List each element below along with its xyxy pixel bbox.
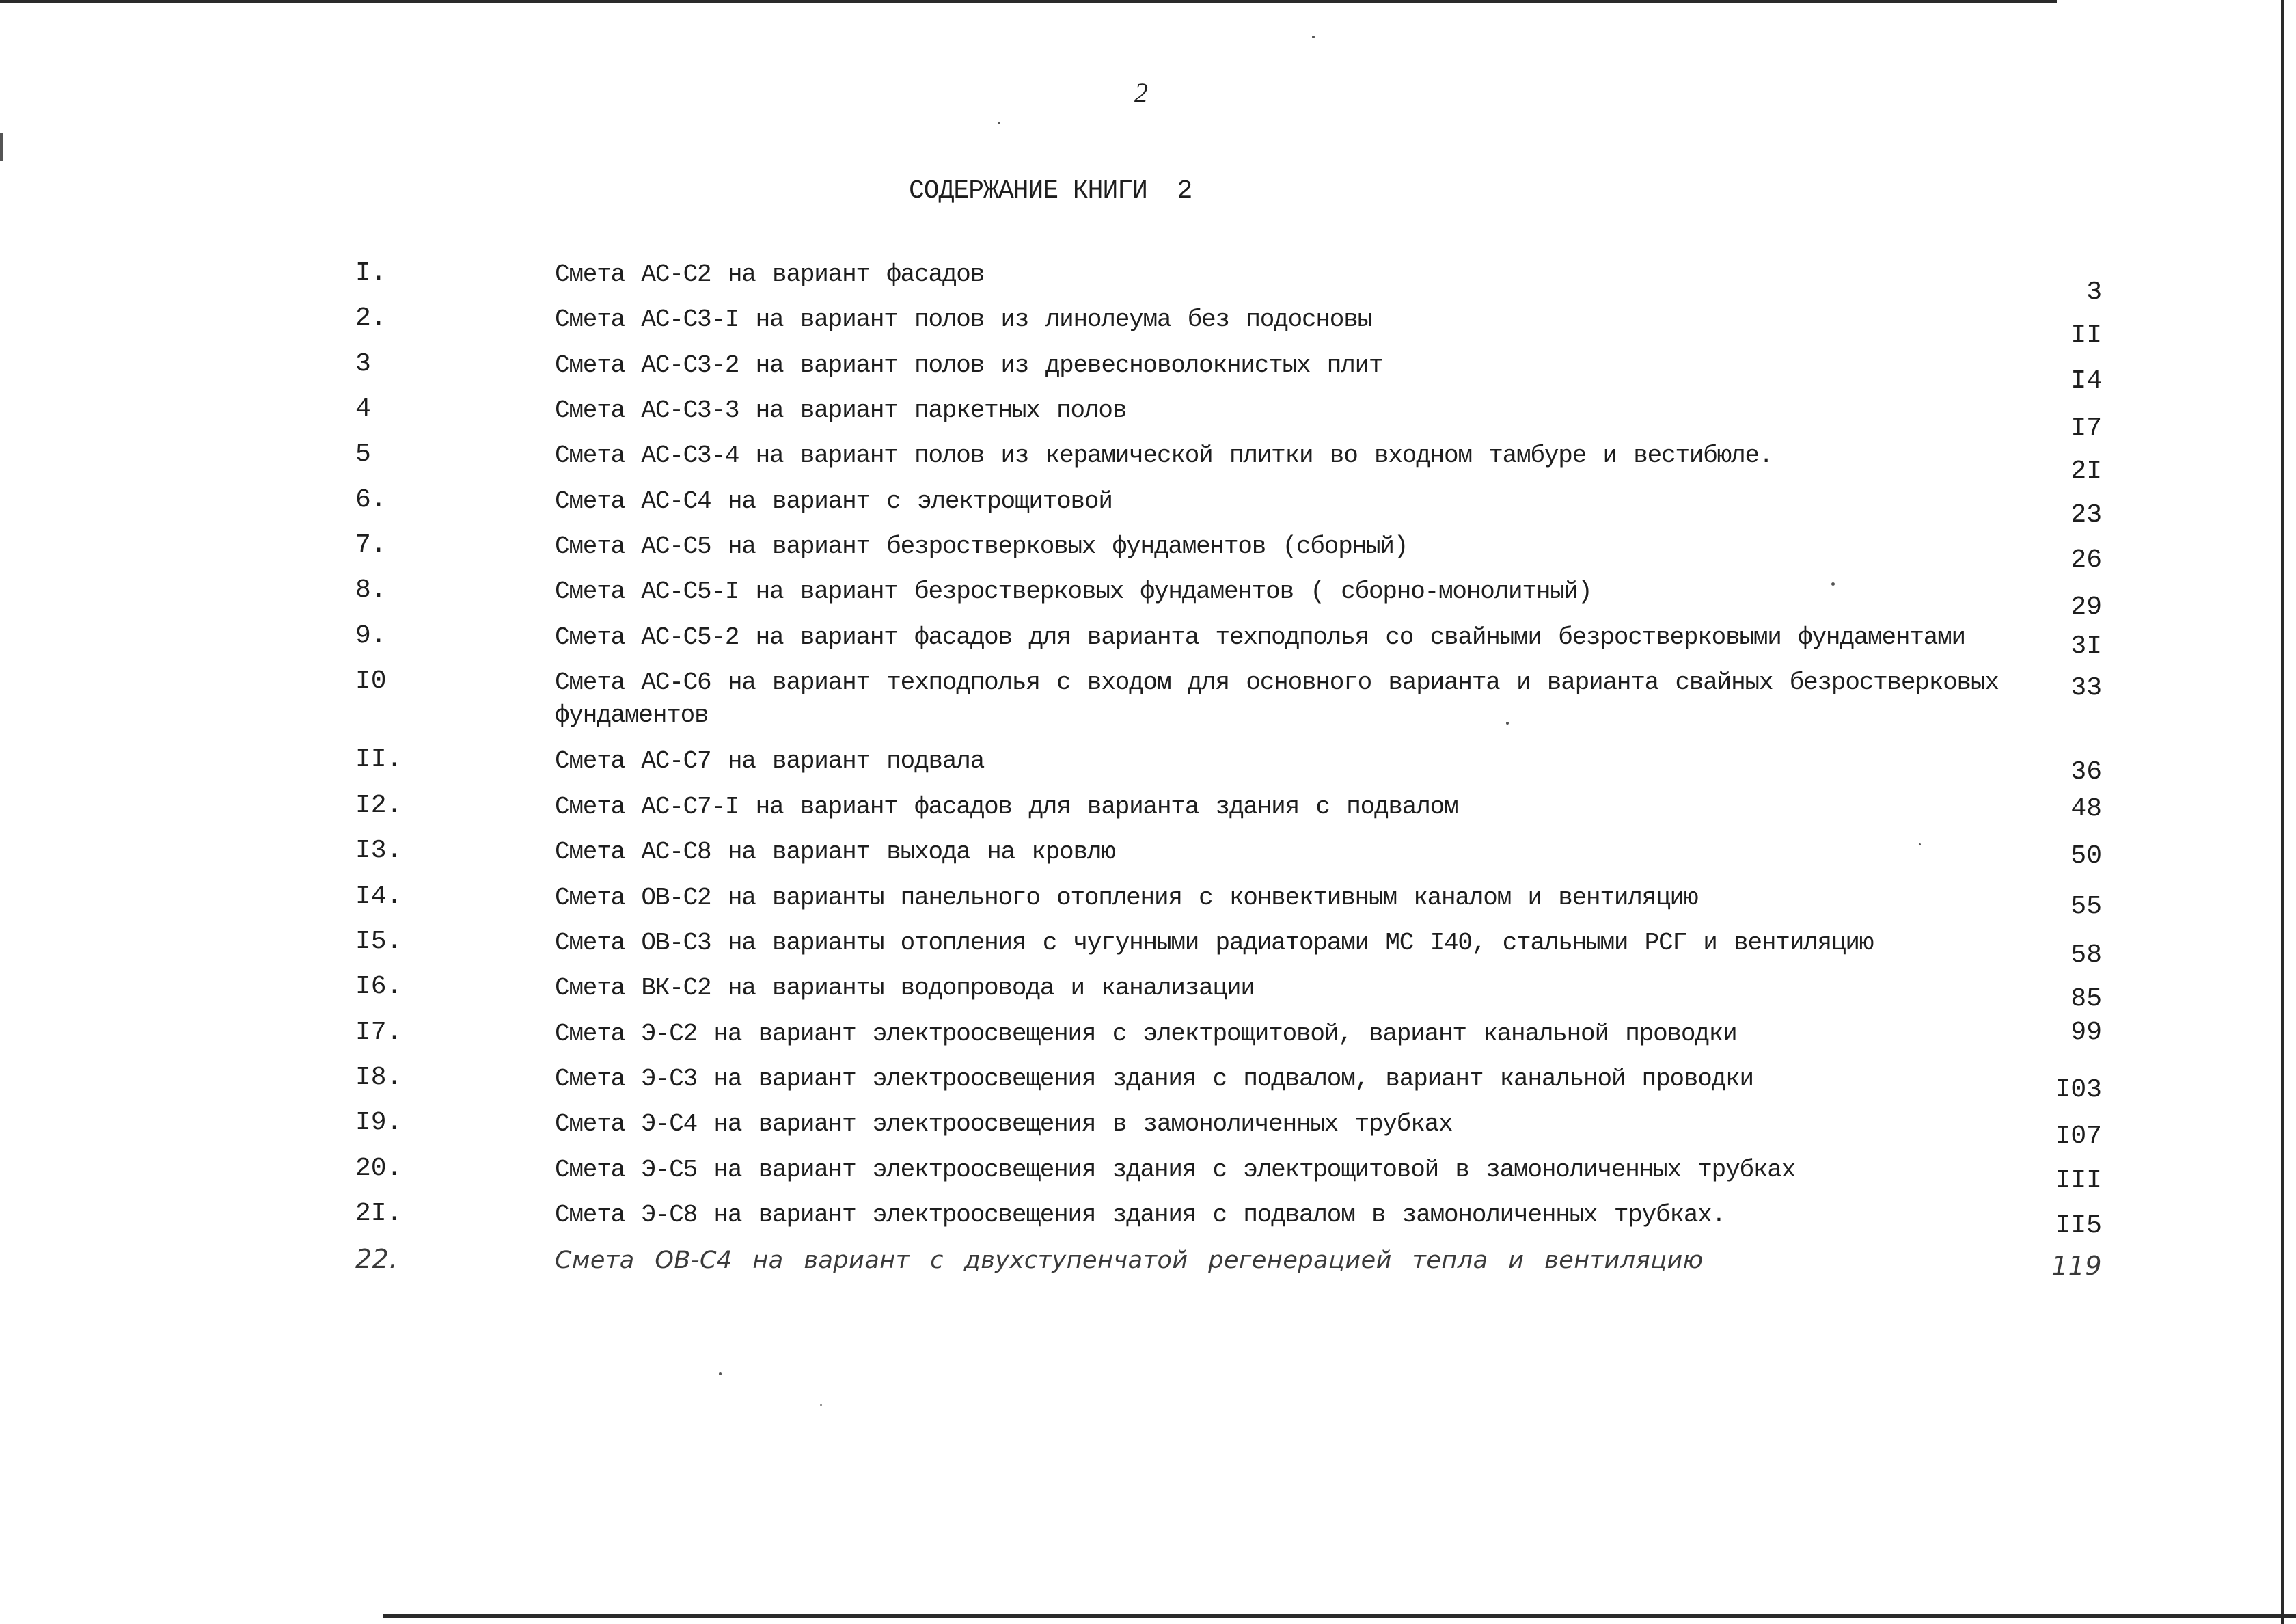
entry-page: 55 xyxy=(2070,892,2102,921)
entry-page: II xyxy=(2070,321,2102,350)
scan-speck xyxy=(1831,582,1835,586)
entry-title: Смета АС-С7-I на вариант фасадов для варианта здания с подвалом xyxy=(555,793,1458,821)
entry-number: 6. xyxy=(355,485,387,515)
entry-page: 50 xyxy=(2070,841,2102,871)
entry-page: 33 xyxy=(2070,673,2102,703)
scan-speck xyxy=(719,1372,722,1375)
entry-title: Смета АС-С3-I на вариант полов из линолеума без подосновы xyxy=(555,306,1372,334)
entry-page: 58 xyxy=(2070,940,2102,970)
entry-title: Смета Э-С3 на вариант электроосвещения здания с подвалом, вариант канальной проводки xyxy=(555,1065,1753,1093)
entry-number: 4 xyxy=(355,394,371,424)
entry-title: Смета АС-С3-3 на вариант паркетных полов xyxy=(555,396,1127,424)
entry-title: Смета АС-С7 на вариант подвала xyxy=(555,747,985,775)
entry-number: I9. xyxy=(355,1108,402,1137)
entry-number: 7. xyxy=(355,530,387,560)
scan-speck xyxy=(1506,722,1509,725)
entry-number: 22. xyxy=(355,1244,398,1274)
scan-speck xyxy=(1312,36,1315,38)
entry-page: I03 xyxy=(2055,1075,2102,1105)
scan-speck xyxy=(1919,843,1921,845)
entry-number: 3 xyxy=(355,349,371,379)
entry-number: II. xyxy=(355,745,402,774)
entry-page: 48 xyxy=(2070,794,2102,824)
page-number: 2 xyxy=(1134,77,1148,108)
entry-title: Смета АС-С3-2 на вариант полов из древесноволокнистых плит xyxy=(555,351,1383,379)
entry-title: Смета Э-С8 на вариант электроосвещения здания с подвалом в замоноличенных трубках. xyxy=(555,1201,1726,1229)
entry-title: Смета Э-С5 на вариант электроосвещения здания с электрощитовой в замоноличенных трубках xyxy=(555,1156,1796,1184)
entry-page: II5 xyxy=(2055,1211,2102,1241)
entry-title: Смета АС-С3-4 на вариант полов из керамической плитки во входном тамбуре и вестибюле. xyxy=(555,442,1773,470)
entry-page: 36 xyxy=(2070,757,2102,787)
entry-page: 99 xyxy=(2070,1018,2102,1047)
entry-title: Смета ВК-С2 на варианты водопровода и канализации xyxy=(555,974,1255,1002)
entry-title: Смета АС-С5-2 на вариант фасадов для варианта техподполья со свайными безростверковыми фундаментами xyxy=(555,623,1965,651)
entry-page: I7 xyxy=(2070,414,2102,443)
entry-title: Смета ОВ-С2 на варианты панельного отопления с конвективным каналом и вентиляцию xyxy=(555,884,1698,912)
entry-page: I4 xyxy=(2070,366,2102,396)
entry-title: Смета ОВ-С3 на варианты отопления с чугунными радиаторами МС I40, стальными РСГ и вентиляцию xyxy=(555,929,1874,957)
entry-number: I6. xyxy=(355,972,402,1001)
entry-number: 8. xyxy=(355,576,387,605)
entry-number: I4. xyxy=(355,882,402,911)
entry-title: Смета Э-С2 на вариант электроосвещения с электрощитовой, вариант канальной проводки xyxy=(555,1020,1737,1048)
entry-title: Смета АС-С6 на вариант техподполья с входом для основного варианта и варианта свайных безростверковых фундаментов xyxy=(555,668,1999,729)
entry-page: 119 xyxy=(2051,1251,2102,1281)
entry-page: 23 xyxy=(2070,500,2102,530)
entry-page: 3I xyxy=(2070,632,2102,661)
entry-title: Смета АС-С4 на вариант с электрощитовой xyxy=(555,487,1112,515)
entry-page: 29 xyxy=(2070,593,2102,622)
entry-page: 26 xyxy=(2070,545,2102,575)
entry-number: I. xyxy=(355,258,387,288)
document-title: СОДЕРЖАНИЕ КНИГИ 2 xyxy=(909,176,1192,206)
scan-speck xyxy=(820,1404,822,1406)
entry-title: Смета Э-С4 на вариант электроосвещения в замоноличенных трубках xyxy=(555,1110,1453,1138)
entry-number: I2. xyxy=(355,791,402,820)
scan-speck xyxy=(998,122,1000,124)
entry-number: I3. xyxy=(355,836,402,865)
entry-number: 20. xyxy=(355,1154,402,1183)
entry-number: I0 xyxy=(355,666,387,696)
entry-number: 2. xyxy=(355,303,387,333)
entry-page: 3 xyxy=(2086,278,2102,307)
entry-number: 5 xyxy=(355,439,371,469)
entry-page: 2I xyxy=(2070,457,2102,486)
entry-page: I07 xyxy=(2055,1122,2102,1151)
entry-page: III xyxy=(2055,1166,2102,1195)
entry-page: 85 xyxy=(2070,984,2102,1014)
entry-title: Смета АС-С2 на вариант фасадов xyxy=(555,260,985,288)
entry-title: Смета АС-С5 на вариант безростверковых фундаментов (сборный) xyxy=(555,532,1408,560)
entry-title: Смета АС-С5-I на вариант безростверковых фундаментов ( сборно-монолитный) xyxy=(555,578,1592,606)
entry-number: I8. xyxy=(355,1063,402,1092)
entry-number: I5. xyxy=(355,927,402,956)
entry-number: I7. xyxy=(355,1018,402,1047)
entry-title: Смета АС-С8 на вариант выхода на кровлю xyxy=(555,838,1115,866)
entry-title: Смета ОВ-С4 на вариант с двухступенчатой регенерацией тепла и вентиляцию xyxy=(555,1247,1704,1274)
entry-number: 9. xyxy=(355,621,387,651)
entry-number: 2I. xyxy=(355,1199,402,1228)
